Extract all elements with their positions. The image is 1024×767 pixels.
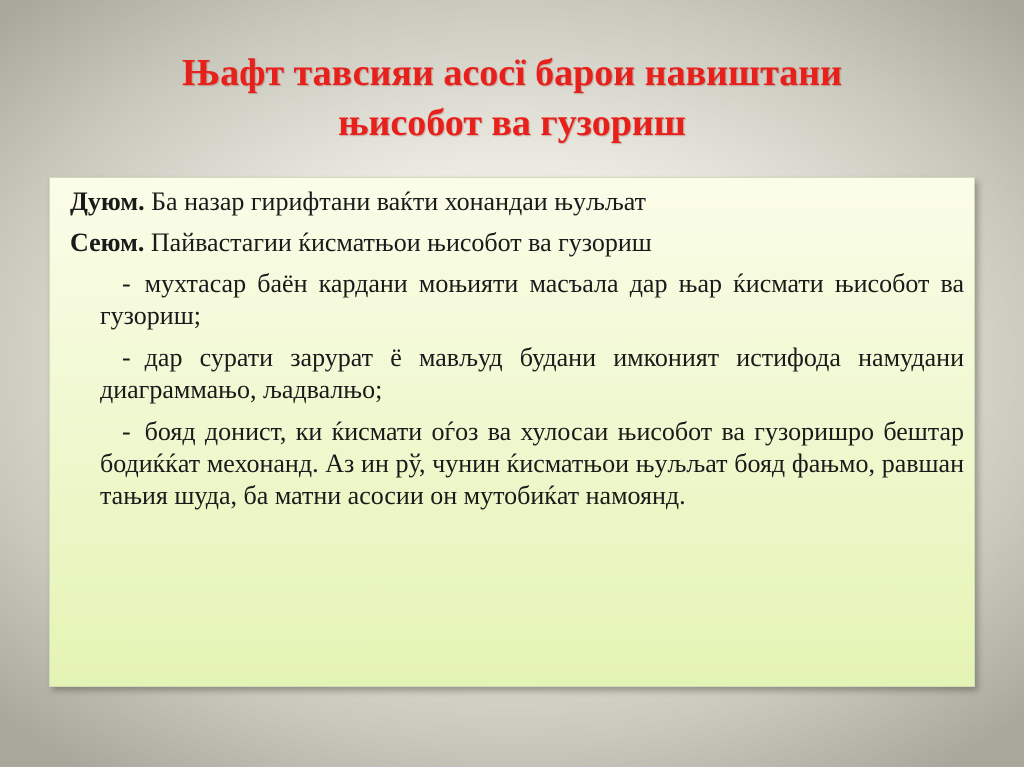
dash-bullet: -: [122, 343, 131, 372]
title-line-1: Њафт тавсияи асосї барои навиштани: [182, 52, 842, 94]
bullet-item-2: [100, 342, 964, 406]
bullet-item-1: [100, 268, 964, 332]
bullet-text-1: мухтасар баён кардани моњияти масъала дар њар ќисмати њисобот ва гузориш;: [100, 269, 964, 330]
slide-title: [60, 48, 964, 148]
dash-bullet: -: [122, 269, 131, 298]
dash-bullet: -: [122, 417, 131, 446]
content-box: [49, 177, 975, 687]
point-three-text: Пайвастагии ќисматњои њисобот ва гузориш: [144, 228, 652, 257]
title-line-2: њисобот ва гузориш: [338, 102, 686, 144]
point-two-text: Ба назар гирифтани ваќти хонандаи њуљљат: [144, 187, 647, 216]
bullet-item-3: [100, 416, 964, 512]
point-three: [70, 227, 964, 259]
bullet-text-3: бояд донист, ки ќисмати оѓоз ва хулосаи њисобот ва гузоришро бештар бодиќќат мехонанд. Аз ин рў, чунин ќисматњои њуљљат бояд фањмо, равшан тањия шуда, ба матни асосии он мутобиќат намоянд.: [100, 417, 964, 510]
point-two-lead: Дуюм.: [70, 187, 145, 216]
point-two: [70, 186, 964, 218]
bullet-text-2: дар сурати зарурат ё мављуд будани имконият истифода намудани диаграммањо, љадвалњо;: [100, 343, 964, 404]
point-three-lead: Сеюм.: [70, 228, 145, 257]
